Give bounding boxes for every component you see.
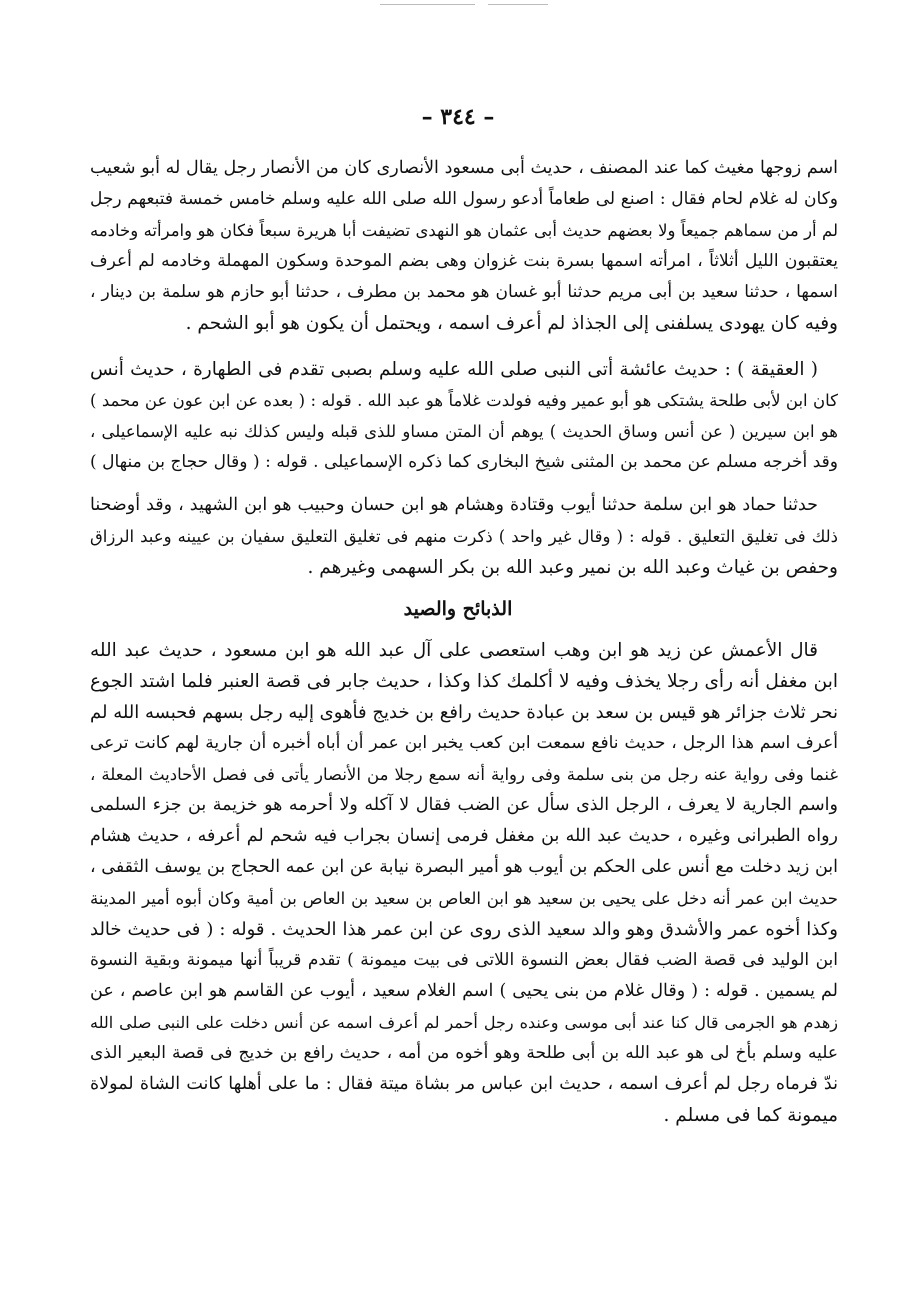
text-line: هو ابن سيرين ( عن أنس وساق الحديث ) يوهم أن المتن مساو للذى قبله وليس كذلك نبه عليه الإسماعيلى ، <box>90 422 838 441</box>
paragraph-3 <box>90 490 838 583</box>
text-line: حديث ابن عمر أنه دخل على يحيى بن سعيد هو ابن العاص بن سعيد بن العاص بن أمية وكان أبوه أمير المدينة <box>90 889 838 908</box>
text-line: ابن مغفل أنه رأى رجلا يخذف وفيه لا أكلمك كذا وكذا ، حديث جابر فى قصة العنبر فلما اشتد الجوع <box>90 671 838 692</box>
text-line: لم يسمين . قوله : ( وقال غلام من بنى يحيى ) اسم الغلام سعيد ، أيوب عن القاسم هو ابن عاصم ، عن <box>90 981 838 1001</box>
text-line: كان ابن لأبى طلحة يشتكى هو أبو عمير وفيه فولدت غلاماً هو عبد الله . قوله : ( بعده عن ابن عون عن محمد ) <box>90 391 838 410</box>
top-rule-right <box>488 4 548 5</box>
text-line: لم أر من سماهم جميعاً ولا بعضهم حديث أبى عثمان هو النهدى تضيفت أبا هريرة سبعاً فكان هو وامرأته وخادمه <box>90 221 838 240</box>
text-line: ابن زيد دخلت مع أنس على الحكم بن أيوب هو أمير البصرة نيابة عن ابن عمه الحجاج بن يوسف الثقفى ، <box>90 857 838 877</box>
text-line: ميمونة كما فى مسلم . <box>663 1105 838 1126</box>
text-line: أعرف اسم هذا الرجل ، حديث نافع سمعت ابن كعب يخبر ابن عمر أن أباه أخبره أن جارية لهم كانت ترعى <box>90 733 838 753</box>
text-line: ذلك فى تغليق التعليق . قوله : ( وقال غير واحد ) ذكرت منهم فى تغليق التعليق سفيان بن عيينه وعبد الرزاق <box>90 527 838 546</box>
text-line: واسم الجارية لا يعرف ، الرجل الذى سأل عن الضب فقال لا آكله ولا أحرمه هو خزيمة بن جزء السلمى <box>90 795 838 815</box>
text-line: قال الأعمش عن زيد هو ابن وهب استعصى على آل عبد الله هو ابن مسعود ، حديث عبد الله <box>90 640 818 661</box>
text-line: اسم زوجها مغيث كما عند المصنف ، حديث أبى مسعود الأنصارى كان من الأنصار رجل يقال له أبو شعيب <box>90 158 838 178</box>
paragraph-aqiqa <box>90 354 838 478</box>
text-line: وقد أخرجه مسلم عن محمد بن المثنى شيخ البخارى كما ذكره الإسماعيلى . قوله : ( وقال حجاج بن منهال ) <box>90 452 838 472</box>
paragraph-1 <box>90 153 838 339</box>
text-line: نحر ثلاث جزائر هو قيس بن سعد بن عبادة حديث رافع بن خديج فأهوى إليه رجل بسهم فحبسه الله لم <box>90 702 838 723</box>
text-line: وفيه كان يهودى يسلفنى إلى الجذاذ لم أعرف اسمه ، ويحتمل أن يكون هو أبو الشحم . <box>185 313 838 334</box>
text-line: رواه الطبرانى وغيره ، حديث عبد الله بن مغفل فرمى إنسان بجراب فيه شحم لم أعرفه ، حديث هشام <box>90 826 838 846</box>
section-heading: الذبائح والصيد <box>403 598 513 620</box>
text-line: اسمها ، حدثنا سعيد بن أبى مريم حدثنا أبو غسان هو محمد بن مطرف ، حدثنا أبو حازم هو سلمة بن دينار ، <box>90 282 838 302</box>
text-line: ( العقيقة ) : حديث عائشة أتى النبى صلى الله عليه وسلم بصبى تقدم فى الطهارة ، حديث أنس <box>90 359 818 380</box>
text-line: وحفص بن غياث وعبد الله بن نمير وعبد الله بن بكر السهمى وغيرهم . <box>307 557 838 578</box>
text-line: ندّ فرماه رجل لم أعرف اسمه ، حديث ابن عباس مر بشاة ميتة فقال : ما على أهلها كانت الشاة لمولاة <box>90 1074 838 1094</box>
text-line: حدثنا حماد هو ابن سلمة حدثنا أيوب وقتادة وهشام هو ابن حسان وحبيب هو ابن الشهيد ، وقد أوضحنا <box>90 495 818 515</box>
top-rule-left <box>380 4 475 5</box>
paragraph-dhabaih <box>90 635 838 1131</box>
text-line: يعتقبون الليل أثلاثاً ، امرأته اسمها بسرة بنت غزوان وهى بضم الموحدة وسكون المهملة وخادمه لم أعرف <box>90 251 838 271</box>
page-number: – ٣٤٤ – <box>421 104 495 130</box>
text-line: زهدم هو الجرمى قال كنا عند أبى موسى وعنده رجل أحمر لم أعرف اسمه عن أنس دخلت على النبى صلى الله <box>90 1013 838 1032</box>
text-line: ابن الوليد فى قصة الضب فقال بعض النسوة اللاتى فى بيت ميمونة ) تقدم قريباً أنها ميمونة وبقية النسوة <box>90 950 838 970</box>
text-line: وكان له غلام لحام فقال : اصنع لى طعاماً أدعو رسول الله صلى الله عليه وسلم خامس خمسة فتبعهم رجل <box>90 189 838 209</box>
text-line: وكذا أخوه عمر والأشدق وهو والد سعيد الذى روى عن ابن عمر هذا الحديث . قوله : ( فى حديث خالد <box>90 919 838 940</box>
text-line: عليه وسلم بأخ لى هو عبد الله بن أبى طلحة وهو أخوه من أمه ، حديث رافع بن خديج فى قصة البعير الذى <box>90 1043 838 1063</box>
text-line: غنما وفى رواية عنه رجل من بنى سلمة وفى رواية أنه سمع رجلا من الأنصار يأتى فى فصل الأحاديث المعلة ، <box>90 765 838 784</box>
